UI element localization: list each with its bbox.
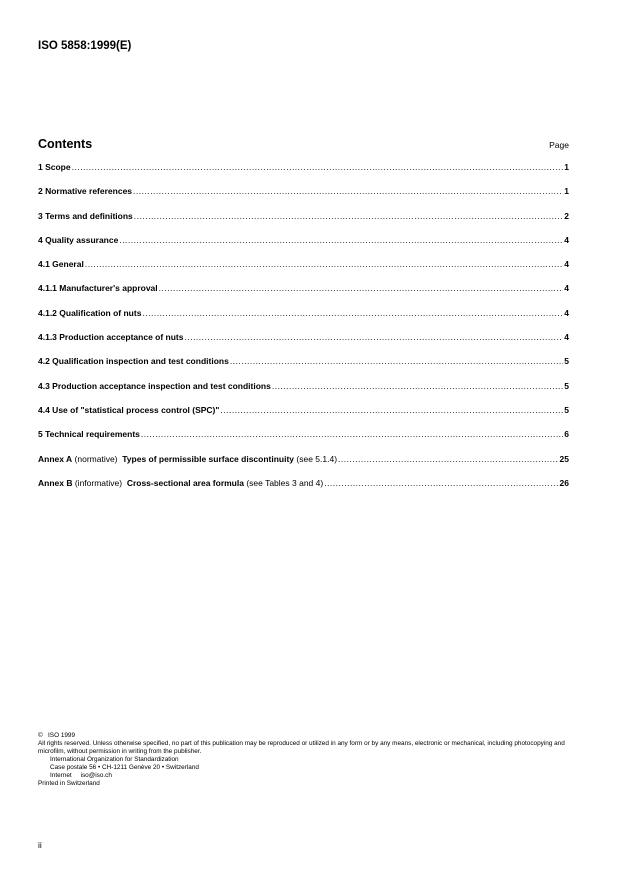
toc-leader-dots [220, 405, 563, 415]
toc-entry-page: 4 [564, 307, 569, 318]
toc-entry-manufacturers-approval[interactable] [38, 283, 569, 307]
toc-entry-label: 4.4 Use of "statistical process control (SPC)" [38, 404, 220, 415]
toc-entry-label: 1 Scope [38, 162, 71, 172]
toc-entry-label: 4.2 Qualification inspection and test conditions [38, 356, 229, 367]
rights-statement: All rights reserved. Unless otherwise specified, no part of this publication may be reproduced or utilized in any form or by any means, electronic or mechanical, including photocopying and microfilm, without permission in writing from the publisher. [38, 740, 565, 755]
toc-leader-dots [141, 429, 563, 439]
table-of-contents [38, 162, 569, 502]
toc-entry-qualification-of-nuts[interactable] [38, 308, 569, 332]
document-id: ISO 5858:1999(E) [38, 40, 132, 52]
toc-entry-qualification-inspection[interactable] [38, 356, 569, 380]
toc-entry-page: 2 [564, 210, 569, 221]
toc-entry-page: 25 [559, 453, 569, 464]
annex-title: Types of permissible surface discontinuity [122, 453, 295, 464]
annex-ref: (see 5.1.4) [294, 453, 338, 464]
toc-leader-dots [272, 381, 563, 391]
toc-entry-page: 4 [564, 234, 569, 245]
annex-name: Annex A [38, 453, 73, 464]
toc-entry-label: 5 Technical requirements [38, 429, 140, 440]
toc-entry-annex-a[interactable] [38, 454, 569, 478]
internet-label: Internet [50, 772, 72, 779]
toc-entry-label: 4.1.2 Qualification of nuts [38, 307, 142, 318]
toc-entry-label: 4.3 Production acceptance inspection and test conditions [38, 380, 271, 391]
contents-heading-row [38, 137, 569, 151]
toc-entry-page: 5 [564, 380, 569, 391]
toc-leader-dots [184, 332, 563, 342]
contents-page-label: Page [549, 140, 569, 150]
toc-entry-quality-assurance[interactable] [38, 235, 569, 259]
annex-text [38, 478, 323, 488]
toc-entry-page: 4 [564, 283, 569, 294]
organization-address: Case postale 56 • CH-1211 Genève 20 • Switzerland [50, 764, 199, 771]
annex-ref: (see Tables 3 and 4) [243, 477, 324, 488]
toc-entry-page: 4 [564, 259, 569, 270]
toc-entry-page: 6 [564, 429, 569, 440]
toc-entry-production-acceptance-of-nuts[interactable] [38, 332, 569, 356]
toc-entry-page: 1 [564, 186, 569, 197]
toc-leader-dots [230, 356, 563, 366]
annex-name: Annex B [38, 477, 73, 488]
toc-leader-dots [142, 308, 563, 318]
toc-entry-normative-references[interactable] [38, 186, 569, 210]
internet-email[interactable]: iso@iso.ch [80, 772, 112, 779]
toc-entry-page: 5 [564, 356, 569, 367]
annex-type: (informative) [72, 477, 127, 488]
annex-title: Cross-sectional area formula [126, 477, 244, 488]
toc-leader-dots [133, 186, 563, 196]
annex-text [38, 454, 337, 464]
toc-entry-statistical-process-control[interactable] [38, 405, 569, 429]
toc-entry-page: 1 [564, 162, 569, 172]
toc-entry-terms-and-definitions[interactable] [38, 211, 569, 235]
toc-entry-label: 4.1.1 Manufacturer's approval [38, 283, 158, 294]
printed-location: Printed in Switzerland [38, 780, 100, 787]
copyright-footer [38, 732, 569, 788]
toc-entry-annex-b[interactable] [38, 478, 569, 502]
toc-entry-label: 4.1 General [38, 259, 84, 270]
toc-leader-dots [134, 211, 563, 221]
toc-leader-dots [159, 283, 564, 293]
toc-entry-production-acceptance-inspection[interactable] [38, 381, 569, 405]
toc-leader-dots [85, 259, 563, 269]
toc-entry-label: 4.1.3 Production acceptance of nuts [38, 332, 184, 343]
toc-entry-label: 2 Normative references [38, 186, 133, 197]
annex-type: (normative) [72, 453, 123, 464]
page-number: ii [38, 840, 42, 850]
organization-name: International Organization for Standardization [50, 756, 179, 763]
toc-entry-page: 4 [564, 332, 569, 343]
copyright-notice: © ISO 1999 [38, 732, 76, 739]
toc-entry-label: 3 Terms and definitions [38, 210, 133, 221]
toc-leader-dots [119, 235, 563, 245]
toc-entry-general[interactable] [38, 259, 569, 283]
toc-entry-scope[interactable] [38, 162, 569, 186]
internet-contact [38, 772, 569, 780]
toc-entry-page: 5 [564, 404, 569, 415]
toc-entry-label: 4 Quality assurance [38, 234, 119, 245]
toc-entry-technical-requirements[interactable] [38, 429, 569, 453]
toc-entry-page: 26 [559, 477, 569, 488]
contents-title: Contents [38, 137, 93, 151]
toc-leader-dots [72, 162, 564, 172]
toc-leader-dots [338, 454, 559, 464]
toc-leader-dots [324, 478, 558, 488]
